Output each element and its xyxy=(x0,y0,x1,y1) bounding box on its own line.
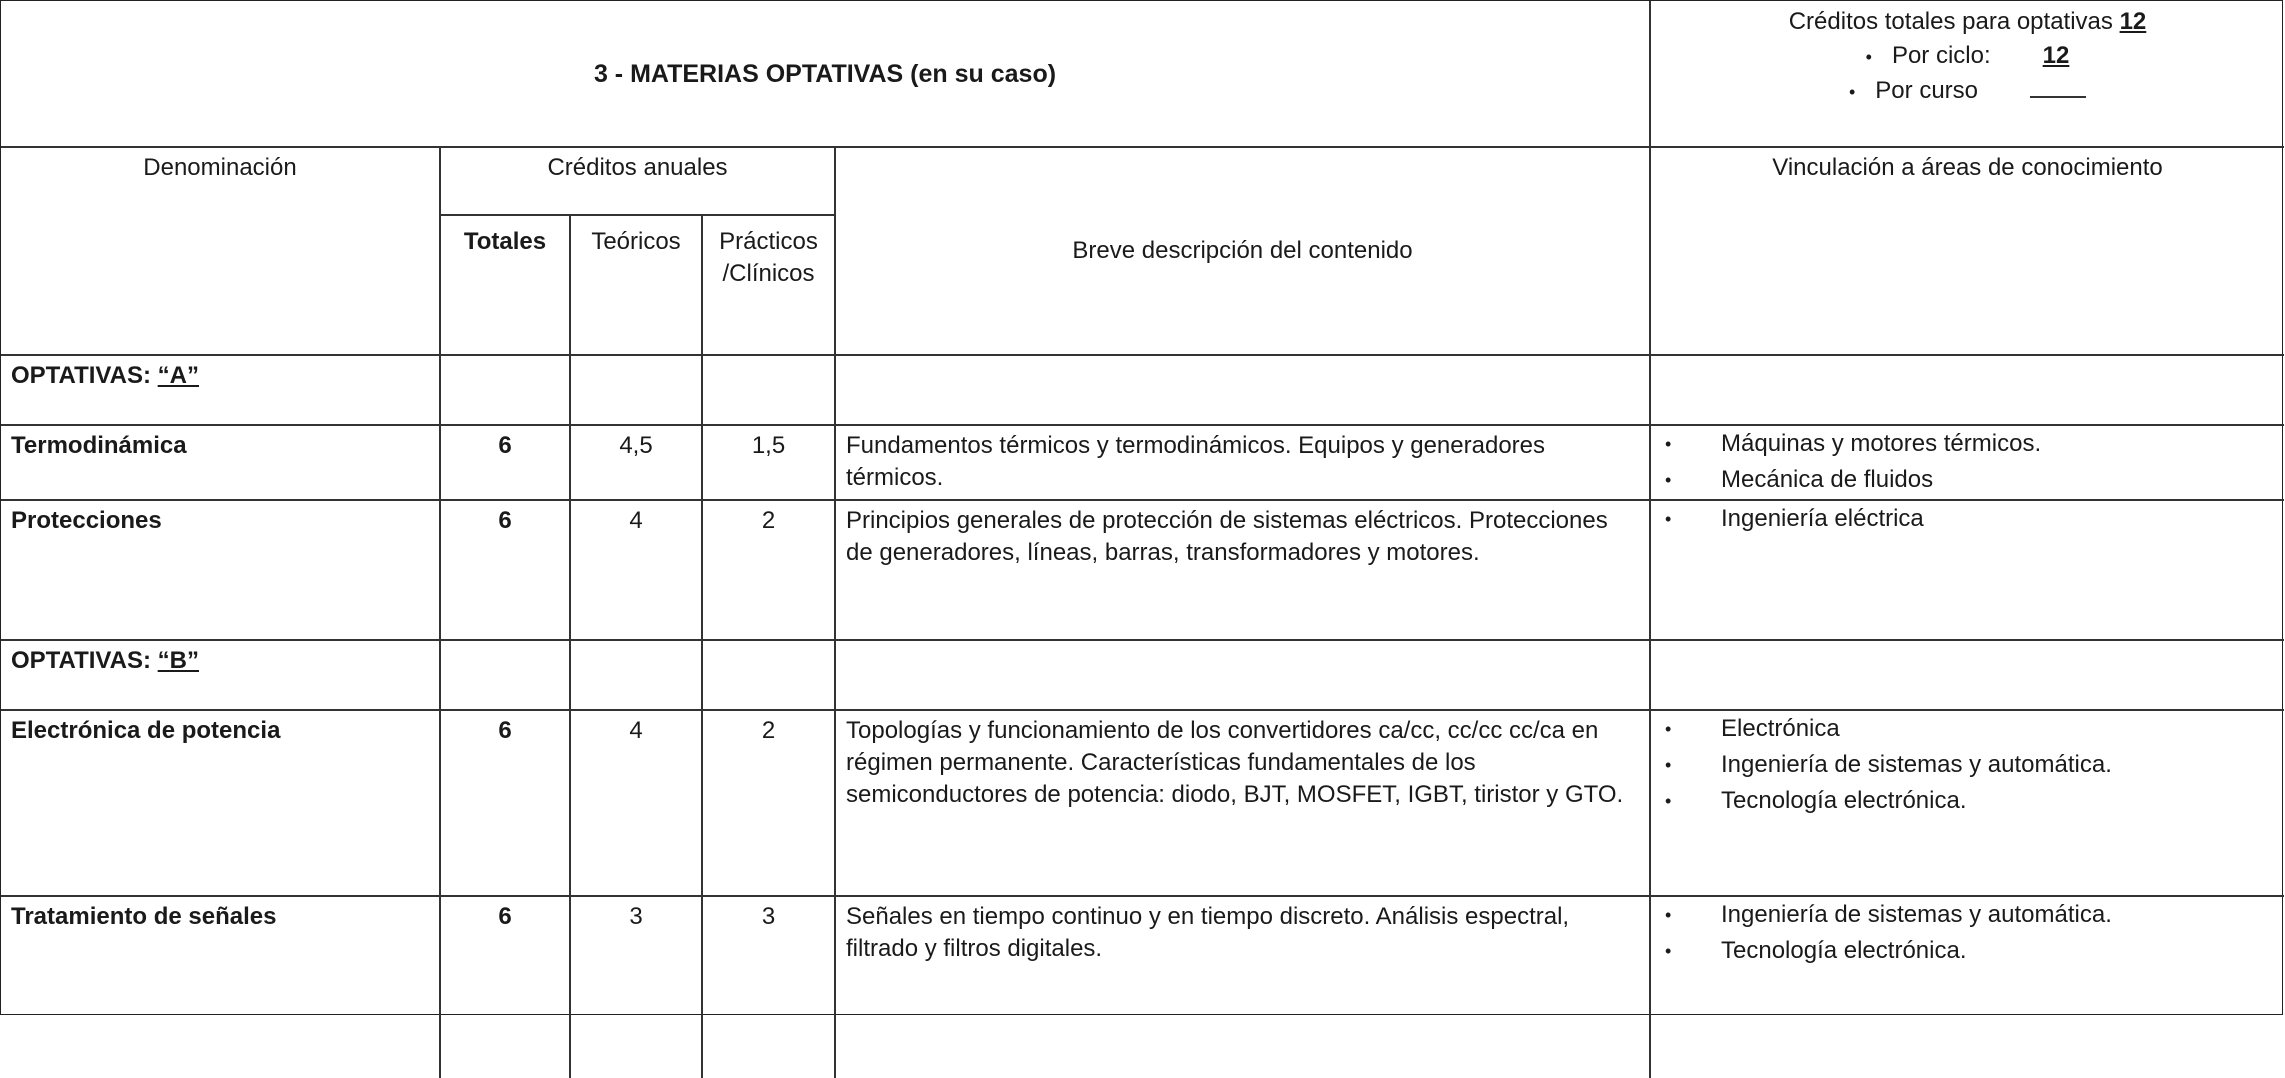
subject-practicos: 1,5 xyxy=(703,426,836,501)
subject-areas xyxy=(1651,711,2284,897)
subject-practicos: 2 xyxy=(703,711,836,897)
per-course-line xyxy=(1661,74,2274,109)
header-denominacion: Denominación xyxy=(1,148,441,356)
bullet-icon: • xyxy=(1665,905,1672,925)
bullet-icon: • xyxy=(1665,434,1672,454)
subject-descripcion: Fundamentos térmicos y termodinámicos. Equipos y generadores térmicos. xyxy=(836,426,1651,501)
empty-cell xyxy=(703,356,836,426)
subject-totales: 6 xyxy=(441,426,571,501)
bullet-icon: • xyxy=(1665,509,1672,529)
group-b-prefix: OPTATIVAS: xyxy=(11,647,151,674)
subject-name: Termodinámica xyxy=(1,426,441,501)
subject-teoricos: 4,5 xyxy=(571,426,703,501)
header-practicos: Prácticos /Clínicos xyxy=(703,216,836,356)
area-item: • Tecnología electrónica. xyxy=(1661,933,2274,969)
subject-name: Electrónica de potencia xyxy=(1,711,441,897)
bullet-icon: • xyxy=(1848,82,1856,102)
subject-teoricos: 3 xyxy=(571,897,703,1078)
table-title xyxy=(1,1,1651,148)
credits-total-line xyxy=(1661,5,2274,39)
subject-areas xyxy=(1651,426,2284,501)
subject-descripcion: Señales en tiempo continuo y en tiempo discreto. Análisis espectral, filtrado y filtros digitales. xyxy=(836,897,1651,1078)
subject-totales: 6 xyxy=(441,897,571,1078)
empty-cell xyxy=(571,356,703,426)
subject-name: Tratamiento de señales xyxy=(1,897,441,1078)
subject-totales: 6 xyxy=(441,501,571,641)
area-item: • Ingeniería de sistemas y automática. xyxy=(1661,897,2274,933)
bullet-icon: • xyxy=(1665,791,1672,811)
empty-cell xyxy=(441,356,571,426)
empty-cell xyxy=(571,641,703,711)
subject-areas xyxy=(1651,897,2284,1078)
area-item: • Máquinas y motores térmicos. xyxy=(1661,426,2274,462)
header-creditos-anuales: Créditos anuales xyxy=(441,148,836,216)
group-a-code: “A” xyxy=(157,362,200,389)
header-descripcion: Breve descripción del contenido xyxy=(836,148,1651,356)
area-item: • Electrónica xyxy=(1661,711,2274,747)
bullet-icon: • xyxy=(1665,470,1672,490)
subject-teoricos: 4 xyxy=(571,501,703,641)
group-a-prefix: OPTATIVAS: xyxy=(11,362,151,389)
area-item: • Tecnología electrónica. xyxy=(1661,783,2274,819)
empty-cell xyxy=(441,641,571,711)
area-item: • Mecánica de fluidos xyxy=(1661,462,2274,498)
per-course-label: Por curso xyxy=(1875,77,1978,104)
per-cycle-label: Por ciclo: xyxy=(1891,42,1991,69)
subject-areas xyxy=(1651,501,2284,641)
subject-teoricos: 4 xyxy=(571,711,703,897)
empty-cell xyxy=(836,356,1651,426)
subject-name: Protecciones xyxy=(1,501,441,641)
per-cycle-line xyxy=(1661,39,2274,74)
credits-summary xyxy=(1651,1,2284,148)
credits-title: Créditos totales para optativas xyxy=(1788,8,2113,35)
bullet-icon: • xyxy=(1665,941,1672,961)
subject-descripcion: Principios generales de protección de sistemas eléctricos. Protecciones de generadores, líneas, barras, transformadores y motores. xyxy=(836,501,1651,641)
header-vinculacion: Vinculación a áreas de conocimiento xyxy=(1651,148,2284,356)
empty-cell xyxy=(703,641,836,711)
group-b-code: “B” xyxy=(157,647,200,674)
header-totales: Totales xyxy=(441,216,571,356)
group-label-b xyxy=(1,641,441,711)
group-label-a xyxy=(1,356,441,426)
credits-total-value: 12 xyxy=(2119,8,2147,35)
per-course-blank xyxy=(2030,76,2086,98)
empty-cell xyxy=(836,641,1651,711)
bullet-icon: • xyxy=(1665,719,1672,739)
subject-practicos: 2 xyxy=(703,501,836,641)
bullet-icon: • xyxy=(1865,47,1872,67)
empty-cell xyxy=(1651,356,2284,426)
per-cycle-value: 12 xyxy=(2042,42,2070,69)
bullet-icon: • xyxy=(1665,755,1672,775)
area-item: • Ingeniería eléctrica xyxy=(1661,501,2274,537)
empty-cell xyxy=(1651,641,2284,711)
table-title-text: 3 - MATERIAS OPTATIVAS (en su caso) xyxy=(593,59,1057,88)
subject-practicos: 3 xyxy=(703,897,836,1078)
subject-descripcion: Topologías y funcionamiento de los convertidores ca/cc, cc/cc cc/ca en régimen permanente. Características fundamentales de los semiconductores de potencia: diodo, BJT, MOSFET, IGBT, tiristor y GTO. xyxy=(836,711,1651,897)
subject-totales: 6 xyxy=(441,711,571,897)
area-item: • Ingeniería de sistemas y automática. xyxy=(1661,747,2274,783)
header-teoricos: Teóricos xyxy=(571,216,703,356)
